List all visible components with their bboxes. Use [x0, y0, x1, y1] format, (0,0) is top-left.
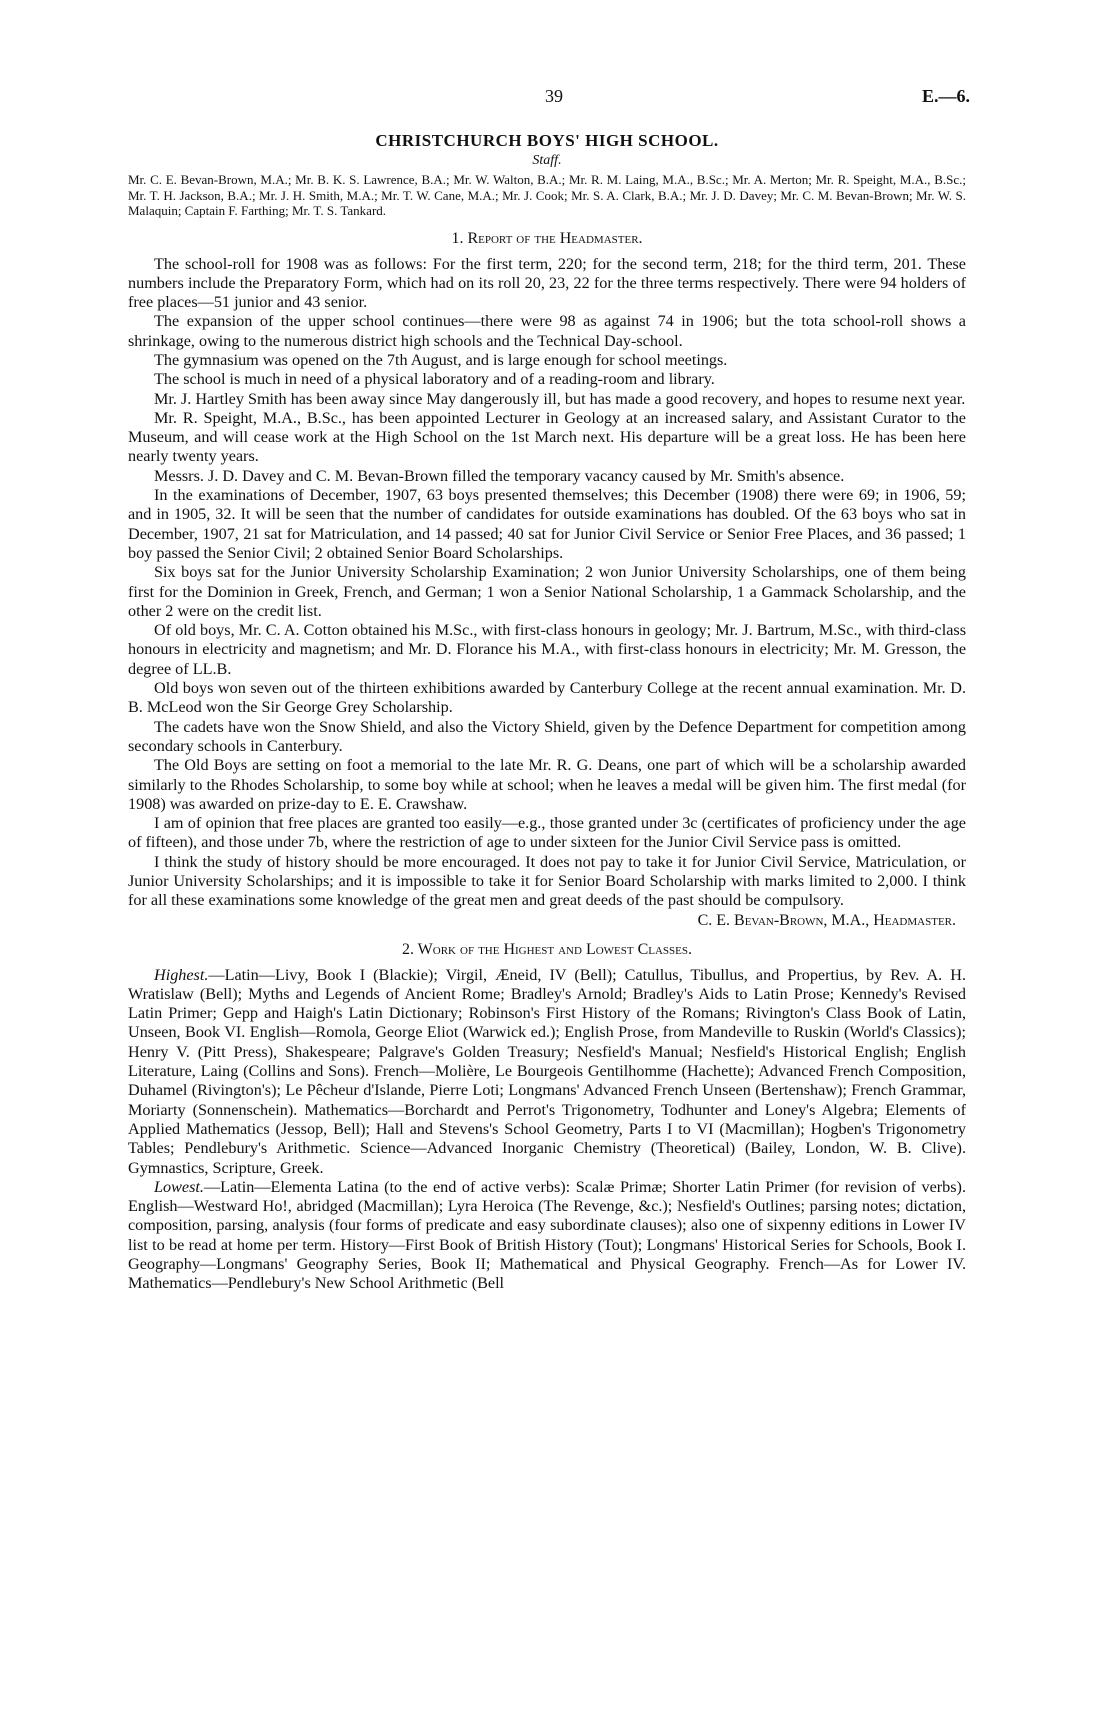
report-paragraph: I think the study of history should be more encouraged. It does not pay to take it for Junior Civil Service, Matriculation, or Junior University Scholarships; and it is impossible to take it for Senior Board Scholarship with marks limited to 2,000. I think for all these examinations some knowledge of the great men and great deeds of the past should be compulsory.: [128, 852, 966, 910]
report-paragraph: Six boys sat for the Junior University Scholarship Examination; 2 won Junior University Scholarships, one of them being first for the Dominion in Greek, French, and German; 1 won a Senior National Scholarship, 1 a Gammack Scholarship, and the other 2 were on the credit list.: [128, 563, 966, 620]
report-paragraph: In the examinations of December, 1907, 63 boys presented themselves; this December (1908) there were 69; in 1906, 59; and in 1905, 32. It will be seen that the number of candidates for outside examinations has doubled. Of the 63 boys who sat in December, 1907, 21 sat for Matriculation, and 14 passed; 40 sat for Junior Civil Service or Senior Free Places, and 36 passed; 1 boy passed the Senior Civil; 2 obtained Senior Board Scholarships.: [128, 486, 966, 562]
report-heading: 1. Report of the Headmaster.: [451, 229, 643, 247]
page-header: [0, 86, 1114, 112]
staff-heading: Staff.: [532, 153, 562, 168]
school-title: CHRISTCHURCH BOYS' HIGH SCHOOL.: [375, 131, 719, 150]
staff-list: Mr. C. E. Bevan-Brown, M.A.; Mr. B. K. S. Lawrence, B.A.; Mr. W. Walton, B.A.; Mr. R. M. Laing, M.A., B.Sc.; Mr. A. Merton; Mr. R. Speight, M.A., B.Sc.; Mr. T. H. Jackson, B.A.; Mr. J. H. Smith, M.A.; Mr. T. W. Cane, M.A.; Mr. J. Cook; Mr. S. A. Clark, B.A.; Mr. J. D. Davey; Mr. C. M. Bevan-Brown; Mr. W. S. Malaquin; Captain F. Farthing; Mr. T. S. Tankard.: [128, 172, 966, 218]
report-body: [128, 255, 966, 911]
lowest-class-paragraph: [128, 1178, 966, 1294]
report-paragraph: The gymnasium was opened on the 7th August, and is large enough for school meetings.: [154, 350, 728, 369]
report-paragraph: Messrs. J. D. Davey and C. M. Bevan-Brown filled the temporary vacancy caused by Mr. Smith's absence.: [154, 466, 845, 485]
lowest-label: Lowest.: [154, 1177, 204, 1196]
classes-heading: 2. Work of the Highest and Lowest Classes.: [401, 940, 693, 958]
report-paragraph: Old boys won seven out of the thirteen exhibitions awarded by Canterbury College at the recent annual examination. Mr. D. B. McLeod won the Sir George Grey Scholarship.: [128, 679, 966, 717]
report-paragraph: The school is much in need of a physical laboratory and of a reading-room and library.: [154, 370, 715, 389]
highest-class-paragraph: [128, 966, 966, 1178]
highest-text: —Latin—Livy, Book I (Blackie); Virgil, Æneid, IV (Bell); Catullus, Tibullus, and Propertius, by Rev. A. H. Wratislaw (Bell); Myths and Legends of Ancient Rome; Bradley's Arnold; Bradley's Aids to Latin Prose; Kennedy's Revised Latin Primer; Gepp and Haigh's Latin Dictionary; Robinson's First History of the Romans; Rivington's Class Book of Latin, Unseen, Book VI. English—Romola, George Eliot (Warwick ed.); English Prose, from Mandeville to Ruskin (World's Classics); Henry V. (Pitt Press), Shakespeare; Palgrave's Golden Treasury; Nesfield's Manual; Nesfield's Historical English; English Literature, Laing (Collins and Sons). French—Molière, Le Bourgeois Gentilhomme (Hachette); Advanced French Composition, Duhamel (Rivington's); Le Pêcheur d'Islande, Pierre Loti; Longmans' Advanced French Unseen (Bertenshaw); French Grammar, Moriarty (Sonnenschein). Mathematics—Borchardt and Perrot's Trigonometry, Todhunter and Loney's Algebra; Elements of Applied Mathematics (Jessop, Bell); Hall and Stevens's School Geometry, Parts I to VI (Macmillan); Hogben's Trigonometry Tables; Pendlebury's Arithmetic. Science—Advanced Inorganic Chemistry (Theoretical) (Bailey, London, W. B. Clive). Gymnastics, Scripture, Greek.: [128, 965, 966, 1177]
highest-label: Highest.: [154, 965, 209, 984]
report-paragraph: Mr. J. Hartley Smith has been away since May dangerously ill, but has made a good recovery, and hopes to resume next year.: [154, 389, 966, 408]
report-paragraph: Mr. R. Speight, M.A., B.Sc., has been appointed Lecturer in Geology at an increased salary, and Assistant Curator to the Museum, and will cease work at the High School on the 1st March next. His departure will be a great loss. He has been here nearly twenty years.: [128, 408, 966, 466]
report-paragraph: The school-roll for 1908 was as follows: For the first term, 220; for the second term, 218; for the third term, 201. These numbers include the Preparatory Form, which had on its roll 20, 23, 22 for the three terms respectively. There were 94 holders of free places—51 junior and 43 senior.: [128, 254, 966, 312]
lowest-text: —Latin—Elementa Latina (to the end of active verbs): Scalæ Primæ; Shorter Latin Primer (for revision of verbs). English—Westward Ho!, abridged (Macmillan); Lyra Heroica (The Revenge, &c.); Nesfield's Outlines; parsing notes; dictation, composition, parsing, analysis (four forms of predicate and easy subordinate clauses); also one of sixpenny editions in Lower IV list to be read at home per term. History—First Book of British History (Tout); Longmans' Historical Series for Schools, Book I. Geography—Longmans' Geography Series, Book II; Mathematical and Physical Geography. French—As for Lower IV. Mathematics—Pendlebury's New School Arithmetic (Bell: [128, 1177, 966, 1293]
report-paragraph: The expansion of the upper school continues—there were 98 as against 74 in 1906; but the tota school-roll shows a shrinkage, owing to the numerous district high schools and the Technical Day-school.: [128, 312, 966, 350]
report-paragraph: Of old boys, Mr. C. A. Cotton obtained his M.Sc., with first-class honours in geology; Mr. J. Bartrum, M.Sc., with third-class honours in electricity and magnetism; and Mr. D. Florance his M.A., with first-class honours in electricity; Mr. M. Gresson, the degree of LL.B.: [128, 621, 966, 678]
page-number: 39: [545, 86, 563, 106]
report-paragraph: The cadets have won the Snow Shield, and also the Victory Shield, given by the Defence Department for competition among secondary schools in Canterbury.: [128, 717, 966, 755]
report-paragraph: I am of opinion that free places are granted too easily—e.g., those granted under 3c (certificates of proficiency under the age of fifteen), and those under 7b, where the restriction of age to under sixteen for the Junior Civil Service pass is omitted.: [128, 814, 966, 852]
report-paragraph: The Old Boys are setting on foot a memorial to the late Mr. R. G. Deans, one part of which will be a scholarship awarded similarly to the Rhodes Scholarship, to some boy while at school; when he leaves a medal will be given him. The first medal (for 1908) was awarded on prize-day to E. E. Crawshaw.: [128, 756, 966, 813]
headmaster-signature: C. E. Bevan-Brown, M.A., Headmaster.: [697, 911, 956, 929]
document-reference: E.—6.: [922, 86, 971, 106]
page-content: [128, 130, 966, 1294]
